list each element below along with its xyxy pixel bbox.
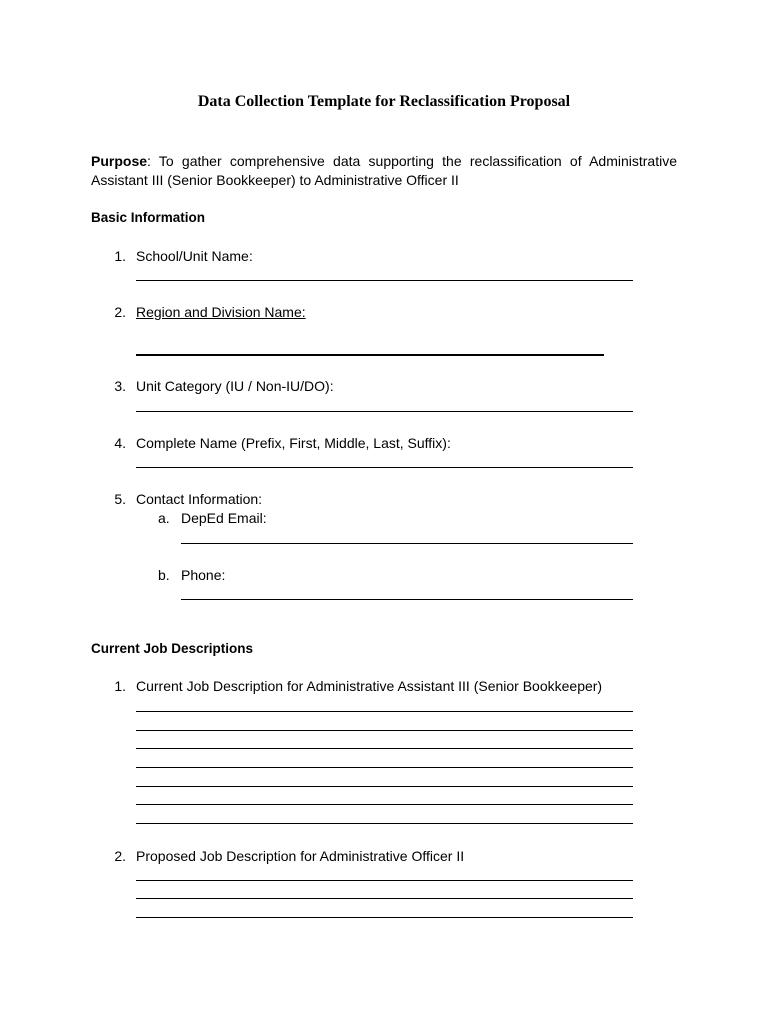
- item-number: 4.: [114, 435, 126, 451]
- subitem-letter: a.: [158, 510, 170, 526]
- phone-label: Phone:: [181, 567, 226, 583]
- current-job-descriptions-heading: Current Job Descriptions: [91, 641, 254, 656]
- subitem-letter: b.: [158, 567, 170, 583]
- current-job-description-line[interactable]: [136, 823, 633, 824]
- school-unit-name-field[interactable]: [136, 280, 633, 281]
- item-number: 3.: [114, 378, 126, 394]
- school-unit-name-label: School/Unit Name:: [136, 248, 253, 264]
- current-job-description-line[interactable]: [136, 748, 633, 749]
- purpose-text: : To gather comprehensive data supporting the reclassification of Administrative Assistant III (Senior Bookkeeper) to Administrative Officer II: [91, 153, 677, 188]
- item-number: 2.: [114, 848, 126, 864]
- current-job-description-line[interactable]: [136, 711, 633, 712]
- unit-category-field[interactable]: [136, 411, 633, 412]
- document-title: Data Collection Template for Reclassification Proposal: [197, 93, 571, 110]
- item-number: 5.: [114, 491, 126, 507]
- region-division-name-field[interactable]: [136, 354, 604, 356]
- proposed-job-description-line[interactable]: [136, 880, 633, 881]
- deped-email-field[interactable]: [181, 543, 633, 544]
- current-job-description-line[interactable]: [136, 786, 633, 787]
- deped-email-label: DepEd Email:: [181, 510, 267, 526]
- item-number: 1.: [114, 248, 126, 264]
- region-division-name-label: Region and Division Name:: [136, 304, 306, 320]
- contact-information-label: Contact Information:: [136, 491, 263, 507]
- proposed-job-description-line[interactable]: [136, 917, 633, 918]
- proposed-job-description-line[interactable]: [136, 898, 633, 899]
- current-job-description-line[interactable]: [136, 804, 633, 805]
- current-job-description-line[interactable]: [136, 730, 633, 731]
- current-job-description-line[interactable]: [136, 767, 633, 768]
- purpose-paragraph: [91, 152, 677, 190]
- item-number: 2.: [114, 304, 126, 320]
- current-job-description-label: Current Job Description for Administrative Assistant III (Senior Bookkeeper): [136, 678, 603, 694]
- proposed-job-description-label: Proposed Job Description for Administrative Officer II: [136, 848, 465, 864]
- basic-information-heading: Basic Information: [91, 210, 206, 225]
- unit-category-label: Unit Category (IU / Non-IU/DO):: [136, 378, 334, 394]
- purpose-label: Purpose: [91, 153, 148, 169]
- phone-field[interactable]: [181, 599, 633, 600]
- complete-name-field[interactable]: [136, 467, 633, 468]
- complete-name-label: Complete Name (Prefix, First, Middle, Last, Suffix):: [136, 435, 451, 451]
- item-number: 1.: [114, 678, 126, 694]
